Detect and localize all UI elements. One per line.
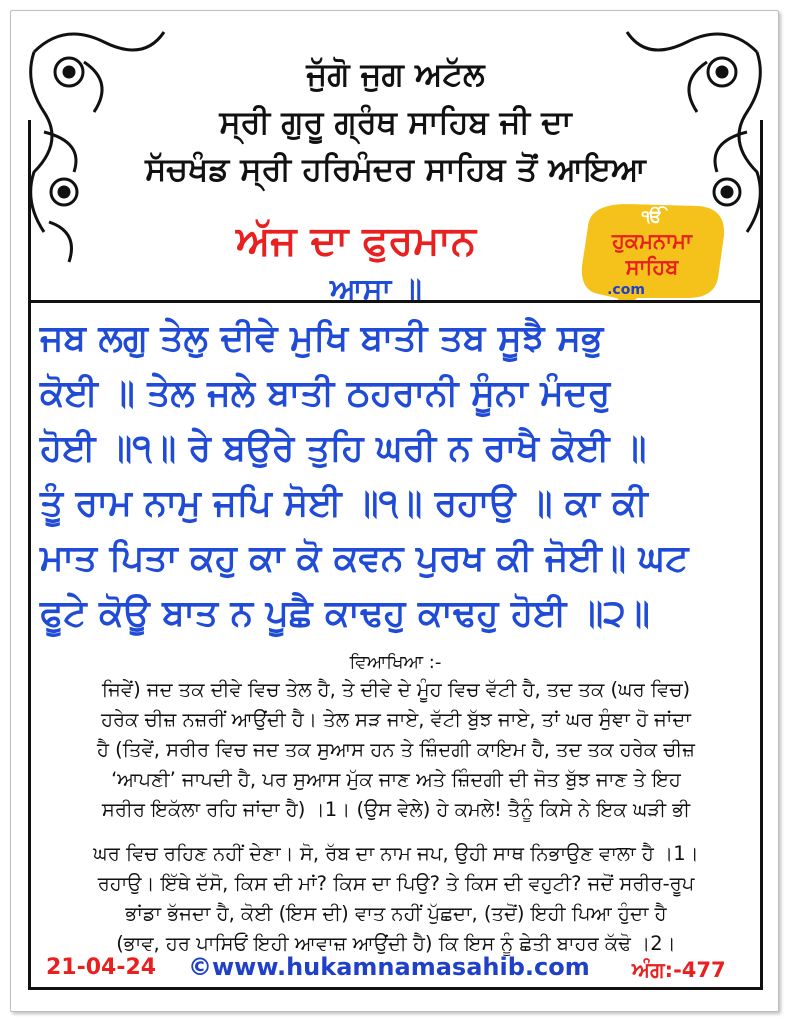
website-link[interactable]: ©www.hukamnamasahib.com	[188, 953, 590, 981]
explanation-line: ਹਰੇਕ ਚੀਜ਼ ਨਜ਼ਰੀਂ ਆਉਂਦੀ ਹੈ। ਤੇਲ ਸੜ ਜਾਏ, ਵੱਟੀ ਬੁੱਝ ਜਾਏ, ਤਾਂ ਘਰ ਸੁੰਞਾ ਹੋ ਜਾਂਦਾ	[101, 708, 691, 731]
header-line-2: ਸ੍ਰੀ ਗੁਰੂ ਗ੍ਰੰਥ ਸਾਹਿਬ ਜੀ ਦਾ	[219, 103, 572, 141]
shabad-line: ਕੋਈ ॥ ਤੇਲ ਜਲੇ ਬਾਤੀ ਠਹਰਾਨੀ ਸੂੰਨਾ ਮੰਦਰੁ	[40, 373, 611, 414]
vyakhya-heading: ਵਿਆਖਿਆ :-	[349, 652, 442, 673]
explanation-line: ਭਾਂਡਾ ਭੱਜਦਾ ਹੈ, ਕੋਈ (ਇਸ ਦੀ) ਵਾਤ ਨਹੀਂ ਪੁੱਛਦਾ, (ਤਦੋਂ) ਇਹੀ ਪਿਆ ਹੁੰਦਾ ਹੈ	[125, 902, 667, 925]
page-title: ਅੱਜ ਦਾ ਫੁਰਮਾਨ	[236, 218, 476, 264]
shabad-line: ਤੂੰ ਰਾਮ ਨਾਮੁ ਜਪਿ ਸੋਈ ॥੧॥ ਰਹਾਉ ॥ ਕਾ ਕੀ	[40, 483, 648, 524]
header-line-1: ਜੁੱਗੋ ਜੁਗ ਅਟੱਲ	[306, 55, 485, 93]
explanation-line: ਘਰ ਵਿਚ ਰਹਿਣ ਨਹੀਂ ਦੇਣਾ। ਸੋ, ਰੱਬ ਦਾ ਨਾਮ ਜਪ, ਉਹੀ ਸਾਥ ਨਿਭਾਉਣ ਵਾਲਾ ਹੈ ।1।	[93, 842, 699, 865]
hukamnama-logo-icon	[568, 196, 736, 312]
explanation-line: ਸਰੀਰ ਇਕੱਲਾ ਰਹਿ ਜਾਂਦਾ ਹੈ) ।1। (ਉਸ ਵੇਲੇ) ਹੇ ਕਮਲੇ! ਤੈਨੂੰ ਕਿਸੇ ਨੇ ਇਕ ਘੜੀ ਭੀ	[101, 798, 691, 821]
explanation-line: (ਭਾਵ, ਹਰ ਪਾਸਿਓਂ ਇਹੀ ਆਵਾਜ਼ ਆਉਂਦੀ ਹੈ) ਕਿ ਇਸ ਨੂੰ ਛੇਤੀ ਬਾਹਰ ਕੱਢੋ ।2।	[116, 932, 676, 955]
logo-line-2: ਸਾਹਿਬ	[625, 255, 679, 279]
frame-bar-left	[28, 120, 31, 302]
date-label: 21-04-24	[46, 955, 157, 980]
shabad-line: ਫੂਟੇ ਕੋਊ ਬਾਤ ਨ ਪੂਛੈ ਕਾਢਹੁ ਕਾਢਹੁ ਹੋਈ ॥੨॥	[40, 593, 650, 634]
header-line-3: ਸੱਚਖੰਡ ਸ੍ਰੀ ਹਰਿਮੰਦਰ ਸਾਹਿਬ ਤੋਂ ਆਇਆ	[145, 150, 646, 188]
explanation-line: ‘ਆਪਣੀ’ ਜਾਪਦੀ ਹੈ, ਪਰ ਸੁਆਸ ਮੁੱਕ ਜਾਣ ਅਤੇ ਜ਼ਿੰਦਗੀ ਦੀ ਜੋਤ ਬੁੱਝ ਜਾਣ ਤੇ ਇਹ	[111, 768, 681, 791]
frame-bar-right	[760, 120, 763, 302]
explanation-line: ਹੈ (ਤਿਵੇਂ, ਸਰੀਰ ਵਿਚ ਜਦ ਤਕ ਸੁਆਸ ਹਨ ਤੇ ਜ਼ਿੰਦਗੀ ਕਾਇਮ ਹੈ, ਤਦ ਤਕ ਹਰੇਕ ਚੀਜ਼	[96, 738, 696, 761]
logo-line-3: .com	[607, 282, 645, 298]
shabad-line: ਜਬ ਲਗੁ ਤੇਲੁ ਦੀਵੇ ਮੁਖਿ ਬਾਤੀ ਤਬ ਸੂਝੈ ਸਭੁ	[40, 318, 604, 359]
explanation-line: ਜਿਵੇਂ) ਜਦ ਤਕ ਦੀਵੇ ਵਿਚ ਤੇਲ ਹੈ, ਤੇ ਦੀਵੇ ਦੇ ਮੂੰਹ ਵਿਚ ਵੱਟੀ ਹੈ, ਤਦ ਤਕ (ਘਰ ਵਿਚ)	[101, 678, 691, 701]
logo-symbol: ੴ	[641, 207, 663, 227]
shabad-line: ਮਾਤ ਪਿਤਾ ਕਹੁ ਕਾ ਕੋ ਕਵਨ ਪੁਰਖ ਕੀ ਜੋਈ॥ ਘਟ	[40, 538, 689, 579]
raag-label: ਆਸਾ ॥	[330, 272, 422, 307]
logo-line-1: ਹੁਕਮਨਾਮਾ	[612, 229, 692, 253]
explanation-line: ਰਹਾਉ। ਇੱਥੇ ਦੱਸੋ, ਕਿਸ ਦੀ ਮਾਂ? ਕਿਸ ਦਾ ਪਿਉ? ਤੇ ਕਿਸ ਦੀ ਵਹੁਟੀ? ਜਦੋਂ ਸਰੀਰ-ਰੂਪ	[97, 872, 695, 895]
shabad-line: ਹੋਈ ॥੧॥ ਰੇ ਬਉਰੇ ਤੁਹਿ ਘਰੀ ਨ ਰਾਖੈ ਕੋਈ ॥	[40, 428, 647, 469]
ang-label: ਅੰਗ:-477	[632, 958, 726, 982]
